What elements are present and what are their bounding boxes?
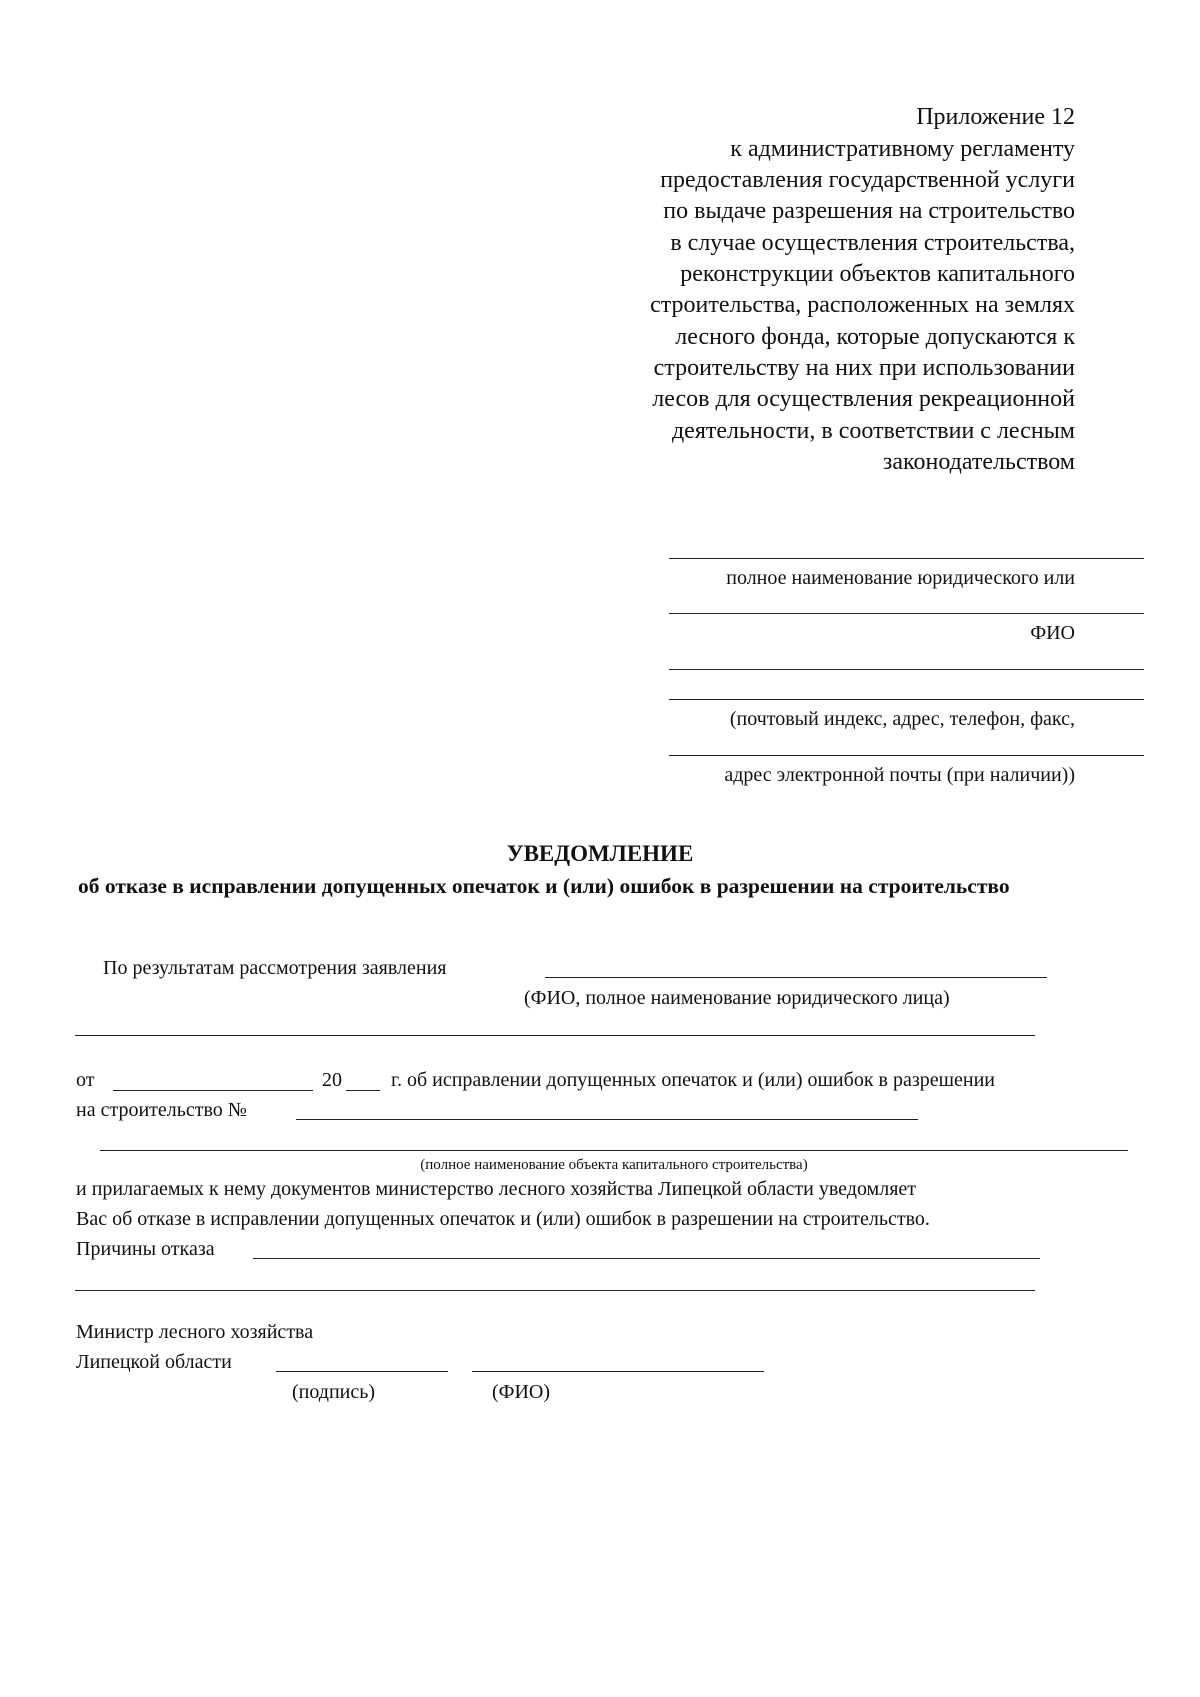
addressee-label-fio: ФИО xyxy=(1030,622,1075,644)
object-name-hint: (полное наименование объекта капитального строительства) xyxy=(420,1157,808,1173)
appendix-line-10: лесов для осуществления рекреационной xyxy=(652,386,1075,412)
appendix-line-1: Приложение 12 xyxy=(916,104,1075,130)
addressee-address-line-1 xyxy=(669,669,1144,670)
p3-line-1: и прилагаемых к нему документов министерство лесного хозяйства Липецкой области уведомляет xyxy=(76,1178,917,1200)
notice-subtitle: об отказе в исправлении допущенных опечаток и (или) ошибок в разрешении на строительство xyxy=(78,874,1010,898)
p3-line-2: Вас об отказе в исправлении допущенных опечаток и (или) ошибок в разрешении на строительство. xyxy=(76,1208,930,1230)
signature-position-line-1: Министр лесного хозяйства xyxy=(76,1321,314,1343)
addressee-label-address: (почтовый индекс, адрес, телефон, факс, xyxy=(729,708,1075,730)
signature-line xyxy=(276,1371,448,1372)
appendix-line-7: строительства, расположенных на землях xyxy=(650,292,1075,318)
p2-number-label: на строительство № xyxy=(76,1099,247,1121)
addressee-label-email: адрес электронной почты (при наличии)) xyxy=(724,764,1075,786)
p2-date-line xyxy=(113,1090,313,1091)
addressee-address-line-2 xyxy=(669,699,1144,700)
p1-start: По результатам рассмотрения заявления xyxy=(103,957,447,979)
signature-fio-line xyxy=(472,1371,764,1372)
p1-applicant-line xyxy=(545,977,1047,978)
addressee-email-line xyxy=(669,755,1144,756)
notice-title: УВЕДОМЛЕНИЕ xyxy=(506,841,694,866)
p2-year-prefix: 20 xyxy=(322,1069,342,1091)
addressee-fio-line xyxy=(669,613,1144,614)
reasons-line-1 xyxy=(253,1258,1040,1259)
p2-number-line xyxy=(296,1119,918,1120)
appendix-line-4: по выдаче разрешения на строительство xyxy=(663,198,1075,224)
p2-year-line xyxy=(346,1090,380,1091)
addressee-name-line xyxy=(669,558,1144,559)
appendix-line-12: законодательством xyxy=(882,449,1075,475)
reasons-label: Причины отказа xyxy=(76,1238,215,1260)
signature-position-line-2: Липецкой области xyxy=(76,1351,232,1373)
appendix-line-9: строительству на них при использовании xyxy=(653,355,1075,381)
p1-continuation-line xyxy=(75,1035,1035,1036)
p1-applicant-hint: (ФИО, полное наименование юридического лица) xyxy=(524,987,950,1009)
p2-rest: г. об исправлении допущенных опечаток и (или) ошибок в разрешении xyxy=(391,1069,996,1091)
appendix-line-5: в случае осуществления строительства, xyxy=(670,230,1075,256)
appendix-line-11: деятельности, в соответствии с лесным xyxy=(671,418,1075,444)
appendix-line-6: реконструкции объектов капитального xyxy=(680,261,1075,287)
appendix-line-2: к административному регламенту xyxy=(730,136,1075,162)
appendix-line-8: лесного фонда, которые допускаются к xyxy=(675,324,1075,350)
reasons-line-2 xyxy=(75,1290,1035,1291)
signature-fio-hint: (ФИО) xyxy=(492,1381,551,1403)
signature-hint: (подпись) xyxy=(292,1381,376,1403)
p2-ot: от xyxy=(76,1069,95,1091)
addressee-label-name: полное наименование юридического или xyxy=(726,567,1075,589)
appendix-line-3: предоставления государственной услуги xyxy=(660,167,1075,193)
